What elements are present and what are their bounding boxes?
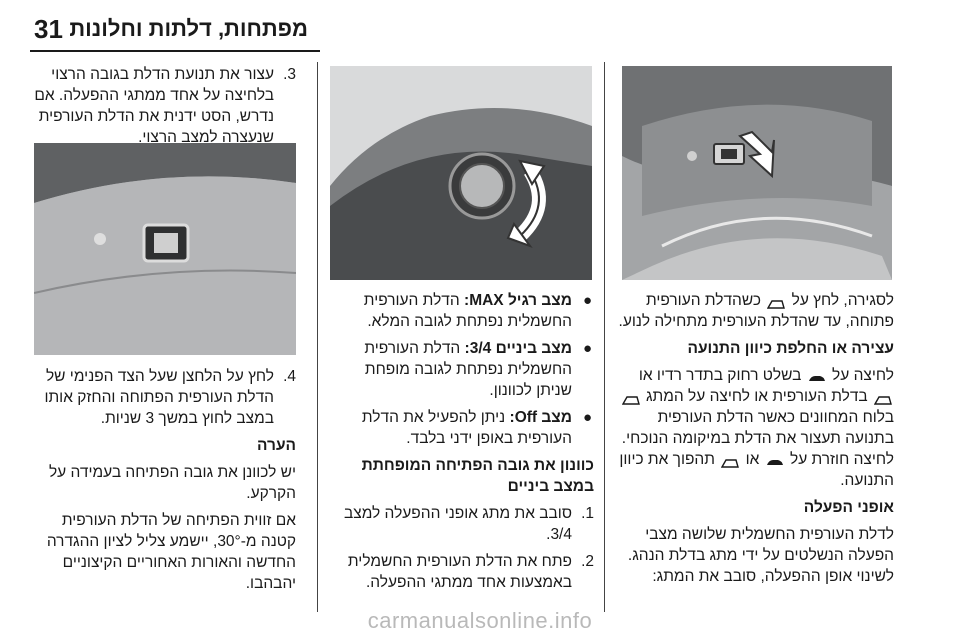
car-key-icon (766, 454, 784, 466)
column-left-bottom (34, 366, 296, 600)
text-fragment: או (745, 451, 760, 468)
text-fragment: לסגירה, לחץ על (791, 292, 894, 309)
tailgate-icon (874, 391, 892, 403)
inner-button-photo (34, 143, 296, 355)
bullet-label: מצב Off: (509, 409, 572, 426)
list-item (328, 338, 594, 401)
tailgate-icon (622, 391, 640, 403)
section-heading-adjust: כוונון את גובה הפתיחה המופחתת במצב ביניים (361, 457, 594, 495)
text-fragment: בשלט רחוק בתדר רדיו או (638, 367, 802, 384)
note-text: אם זווית הפתיחה של הדלת העורפית קטנה מ-30°, יישמע צליל לציון ההגדרה החדשה והאורות האחוריים הקיצוניים יהבהבו. (46, 512, 296, 592)
text-fragment: בלוח המחוונים כאשר הדלת העורפית בתנועה תעצור את הדלת במיקומה הנוכחי. לחיצה חוזרת על (621, 409, 894, 468)
text-fragment: תהפוך את כיוון התנועה. (619, 451, 894, 489)
column-divider (604, 62, 605, 612)
section-heading-stop: עצירה או החלפת כיוון התנועה (687, 340, 894, 357)
bullet-label: מצב ביניים 3/4: (464, 340, 572, 357)
tailgate-switch-photo (622, 66, 892, 280)
tailgate-icon (767, 295, 785, 307)
mode-knob-photo (330, 66, 592, 280)
step-text: עצור את תנועת הדלת בגובה הרצוי בלחיצה על אחד ממתגי ההפעלה. אם נדרש, הסט ידנית את הדלת העורפית שנעצרה למצב הרצוי. (34, 66, 274, 146)
step-text: לחץ על הלחצן שעל הצד הפנימי של הדלת העורפית הפתוחה והחזק אותו במצב לחוץ במשך 3 שניות. (44, 368, 274, 427)
bullet-icon: ● (582, 292, 592, 309)
text-fragment: בדלת העורפית או לחיצה על המתג (645, 388, 868, 405)
close-instruction (618, 290, 894, 332)
step-item (328, 503, 594, 545)
text-fragment: לחיצה על (832, 367, 894, 384)
step-number: 4. (283, 368, 296, 385)
note-text: יש לכוונן את גובה הפתיחה בעמידה על הקרקע. (48, 464, 296, 502)
header-rule (30, 50, 320, 52)
step-number: 3. (283, 66, 296, 83)
tailgate-icon (721, 454, 739, 466)
list-item (328, 407, 594, 449)
list-item (328, 290, 594, 332)
step-item (34, 64, 296, 148)
step-item (328, 551, 594, 593)
column-left-top (34, 64, 296, 154)
bullet-label: מצב רגיל MAX: (464, 292, 572, 309)
watermark: carmanualsonline.info (367, 608, 593, 633)
step-number: 2. (581, 553, 594, 570)
page-number: 31 (34, 14, 63, 44)
bullet-text: ניתן להפעיל את הדלת העורפית באופן ידני בלבד. (361, 409, 572, 447)
stop-reverse-text (618, 365, 894, 491)
inner-button-illustration (34, 143, 296, 355)
bullet-icon: ● (582, 340, 592, 357)
bullet-icon: ● (582, 409, 592, 426)
tailgate-illustration (622, 66, 892, 280)
column-right (618, 290, 894, 593)
mode-knob-illustration (330, 66, 592, 280)
section-heading-modes: אופני הפעלה (803, 499, 894, 516)
text-fragment: כשהדלת העורפית פתוחה, עד שהדלת העורפית מתחילה לנוע. (618, 292, 894, 330)
car-key-icon (808, 370, 826, 382)
bullet-text: הדלת העורפית החשמלית נפתחת לגובה מופחת שניתן לכוונון. (364, 340, 572, 399)
column-middle (328, 290, 594, 599)
step-text: פתח את הדלת העורפית החשמלית באמצעות אחד ממתגי ההפעלה. (347, 553, 572, 591)
step-item (34, 366, 296, 429)
column-divider (317, 62, 318, 612)
bullet-text: הדלת העורפית החשמלית נפתחת לגובה המלא. (363, 292, 572, 330)
page-header (0, 0, 960, 56)
page-title: מפתחות, דלתות וחלונות (69, 16, 308, 41)
note-heading: הערה (257, 437, 296, 454)
step-number: 1. (581, 505, 594, 522)
step-text: סובב את מתג אופני ההפעלה למצב 3/4. (343, 505, 572, 543)
modes-text: לדלת העורפית החשמלית שלושה מצבי הפעלה הנשלטים על ידי מתג בדלת הנהג. לשינוי אופן ההפעלה, סובב את המתג: (627, 526, 894, 585)
